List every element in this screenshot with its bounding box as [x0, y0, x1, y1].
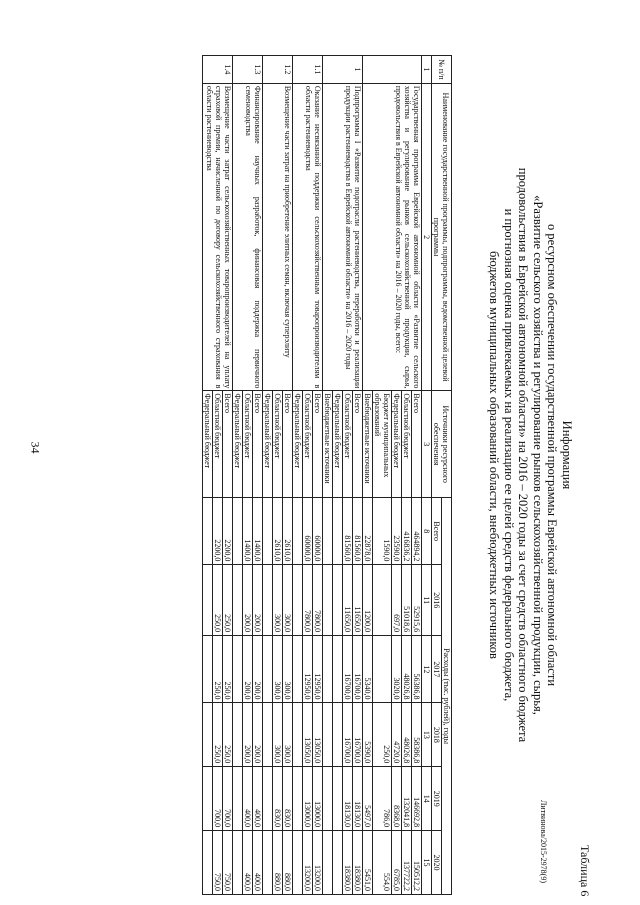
table-row: [283, 56, 293, 895]
amount-year: [263, 831, 273, 895]
amount-year: [373, 636, 392, 703]
amount-year: 750,0: [223, 831, 233, 895]
amount-year: [323, 565, 333, 636]
amount-year: 13000,0: [303, 767, 313, 831]
funding-source: Внебюджетные источники: [323, 391, 333, 498]
amount-year: [233, 831, 243, 895]
column-number: 2: [422, 83, 432, 391]
amount-year: 132041,8: [402, 767, 412, 831]
amount-year: 786,0: [373, 767, 392, 831]
funding-source: Областной бюджет: [303, 391, 313, 498]
header-year: 2017: [432, 636, 442, 703]
funding-source: Областной бюджет: [243, 391, 253, 498]
amount-total: 1590,0: [373, 498, 392, 565]
amount-total: 416836,2: [402, 498, 412, 565]
funding-source: Внебюджетные источники: [363, 391, 373, 498]
heading-line: продовольствия в Еврейской автономной области» на 2016 – 2020 годы за счет средств областного бюджета: [516, 167, 531, 743]
amount-year: 250,0: [223, 565, 233, 636]
column-number: 13: [422, 703, 432, 767]
funding-source: Всего: [223, 391, 233, 498]
funding-source: Федеральный бюджет: [233, 391, 243, 498]
amount-total: 60000,0: [303, 498, 313, 565]
amount-year: 5497,0: [363, 767, 373, 831]
funding-source: Всего: [412, 391, 422, 498]
amount-year: 16700,0: [353, 703, 363, 767]
header-year: 2016: [432, 565, 442, 636]
amount-year: [323, 767, 333, 831]
header-source: Источники ресурсного обеспечения: [432, 391, 452, 498]
amount-year: [293, 703, 303, 767]
amount-year: 137722,2: [402, 831, 412, 895]
amount-year: 880,0: [283, 831, 293, 895]
row-number: 1: [323, 56, 363, 84]
amount-year: [293, 767, 303, 831]
amount-year: 4720,0: [392, 703, 402, 767]
amount-year: 400,0: [243, 831, 253, 895]
amount-year: 200,0: [243, 565, 253, 636]
amount-year: 150512,2: [412, 831, 422, 895]
amount-year: 18380,0: [343, 831, 353, 895]
column-number: 14: [422, 767, 432, 831]
amount-year: [203, 703, 213, 767]
program-name: Финансирование научных разработок, финансовая поддержка первичного семеноводства: [233, 83, 263, 391]
program-name: Возмещение части затрат сельскохозяйственных товаропроизводителей на уплату страховой премии, начисленной по договору сельскохозяйственного страхования в области растениеводства: [203, 83, 233, 391]
amount-year: [323, 831, 333, 895]
amount-year: [373, 565, 392, 636]
amount-total: 23590,0: [392, 498, 402, 565]
funding-source: Федеральный бюджет: [203, 391, 213, 498]
amount-year: [293, 636, 303, 703]
funding-source: Областной бюджет: [213, 391, 223, 498]
funding-source: Областной бюджет: [343, 391, 353, 498]
amount-year: [263, 703, 273, 767]
row-number: 1.4: [203, 56, 233, 84]
amount-total: 2610,0: [273, 498, 283, 565]
amount-year: 16700,0: [343, 703, 353, 767]
header-expenses: Расходы (тыс. рублей), годы: [442, 498, 452, 895]
column-number: 12: [422, 636, 432, 703]
header-year: 2018: [432, 703, 442, 767]
amount-year: 6785,0: [392, 831, 402, 895]
amount-year: 697,0: [392, 565, 402, 636]
amount-year: 554,0: [373, 831, 392, 895]
amount-total: 1400,0: [243, 498, 253, 565]
document-heading: [487, 60, 574, 850]
row-number: 1.3: [233, 56, 263, 84]
funding-source: Всего: [283, 391, 293, 498]
amount-year: 750,0: [213, 831, 223, 895]
amount-year: [293, 831, 303, 895]
amount-year: [323, 703, 333, 767]
amount-total: 464894,2: [412, 498, 422, 565]
amount-year: 52915,6: [412, 565, 422, 636]
amount-year: 250,0: [213, 565, 223, 636]
amount-year: 400,0: [253, 831, 263, 895]
amount-year: 5340,0: [363, 636, 373, 703]
header-total: Всего: [432, 498, 442, 565]
program-name: Оказание несвязанной поддержки сельскохозяйственным товаропроизводителям в области растениеводства: [293, 83, 323, 391]
amount-year: 300,0: [273, 703, 283, 767]
amount-year: 16700,0: [343, 636, 353, 703]
amount-year: 18130,0: [353, 767, 363, 831]
column-number: 1: [422, 56, 432, 84]
amount-year: 13200,0: [313, 831, 323, 895]
table-row: [353, 56, 363, 895]
funding-source: Всего: [313, 391, 323, 498]
amount-year: 58386,8: [412, 703, 422, 767]
amount-year: [233, 565, 243, 636]
amount-year: 880,0: [273, 831, 283, 895]
amount-total: 2200,0: [213, 498, 223, 565]
funding-source: Областной бюджет: [273, 391, 283, 498]
program-name: Государственная программа Еврейской автономной области «Развитие сельского хозяйства и регулирование рынков сельскохозяйственной продукции, сырья, продовольствия в Еврейской автономной области» на 2016 – 2020 годы, всего:: [363, 83, 422, 391]
amount-year: 200,0: [253, 565, 263, 636]
amount-year: 200,0: [243, 703, 253, 767]
amount-year: 13050,0: [313, 703, 323, 767]
amount-year: [333, 703, 343, 767]
amount-year: 1200,0: [363, 565, 373, 636]
amount-year: 200,0: [253, 636, 263, 703]
amount-total: [293, 498, 303, 565]
amount-total: 2610,0: [283, 498, 293, 565]
amount-year: 48026,8: [402, 703, 412, 767]
amount-year: 5451,0: [363, 831, 373, 895]
amount-year: 12950,0: [303, 636, 313, 703]
row-number: [363, 56, 422, 84]
amount-year: 300,0: [283, 565, 293, 636]
amount-year: 13000,0: [313, 767, 323, 831]
heading-line: «Развитие сельского хозяйства и регулирование рынков сельскохозяйственной продукции, сырья,: [531, 195, 545, 715]
amount-year: 11650,0: [343, 565, 353, 636]
amount-year: [333, 831, 343, 895]
amount-year: 7800,0: [313, 565, 323, 636]
heading-line: о ресурсном обеспечении государственной программы Еврейской автономной области: [545, 223, 560, 687]
column-number-row: [422, 56, 432, 895]
amount-year: 250,0: [223, 703, 233, 767]
amount-total: [323, 498, 333, 565]
amount-year: [263, 565, 273, 636]
amount-year: 300,0: [283, 636, 293, 703]
column-number: 15: [422, 831, 432, 895]
table-row: [412, 56, 422, 895]
amount-year: 250,0: [373, 703, 392, 767]
amount-year: 5390,0: [363, 703, 373, 767]
funding-source: Бюджет муниципальных образований: [373, 391, 392, 498]
amount-year: 830,0: [283, 767, 293, 831]
table-body: [203, 56, 422, 895]
amount-total: 2200,0: [223, 498, 233, 565]
funding-source: Федеральный бюджет: [333, 391, 343, 498]
header-num: № п/п: [432, 56, 452, 84]
amount-total: [333, 498, 343, 565]
amount-year: 300,0: [273, 636, 283, 703]
table-row: [253, 56, 263, 895]
amount-year: 3020,0: [392, 636, 402, 703]
header-year: 2019: [432, 767, 442, 831]
page-number: 34: [28, 441, 43, 454]
amount-year: 8368,0: [392, 767, 402, 831]
amount-year: [293, 565, 303, 636]
footer-reference: Литвинова/2015-2978(9): [539, 800, 548, 883]
funding-source: Всего: [253, 391, 263, 498]
amount-total: 1400,0: [253, 498, 263, 565]
table-row: [313, 56, 323, 895]
amount-total: 81560,0: [353, 498, 363, 565]
column-number: 3: [422, 391, 432, 498]
funding-source: Всего: [353, 391, 363, 498]
amount-year: 16700,0: [353, 636, 363, 703]
amount-year: [333, 767, 343, 831]
heading-line: бюджетов муниципальных образований области, внебюджетных источников: [487, 251, 502, 659]
funding-source: Федеральный бюджет: [293, 391, 303, 498]
amount-year: 250,0: [223, 636, 233, 703]
amount-year: 13050,0: [303, 703, 313, 767]
amount-year: [203, 831, 213, 895]
amount-year: 300,0: [273, 565, 283, 636]
amount-year: [233, 636, 243, 703]
header-name: Наименование государственной программы, подпрограммы, ведомственной целевой программы: [432, 83, 452, 391]
amount-year: [203, 636, 213, 703]
amount-total: 60000,0: [313, 498, 323, 565]
funding-source: Областной бюджет: [402, 391, 412, 498]
amount-year: [263, 767, 273, 831]
amount-year: [333, 565, 343, 636]
amount-year: 250,0: [213, 703, 223, 767]
amount-year: [233, 703, 243, 767]
heading-line: и прогнозная оценка привлекаемых на реализацию ее целей средств федерального бюджета,: [502, 208, 516, 702]
amount-year: [263, 636, 273, 703]
amount-year: 400,0: [253, 767, 263, 831]
amount-year: 11650,0: [353, 565, 363, 636]
amount-year: 200,0: [253, 703, 263, 767]
amount-total: [233, 498, 243, 565]
header-row: [442, 56, 452, 895]
amount-year: 18130,0: [343, 767, 353, 831]
column-number: 11: [422, 565, 432, 636]
heading-line: Информация: [560, 420, 574, 490]
amount-total: 22878,0: [363, 498, 373, 565]
amount-year: 13200,0: [303, 831, 313, 895]
amount-year: [333, 636, 343, 703]
amount-total: [203, 498, 213, 565]
amount-year: 12950,0: [313, 636, 323, 703]
amount-year: [323, 636, 333, 703]
amount-year: [203, 565, 213, 636]
row-number: 1.2: [263, 56, 293, 84]
table-label: Таблица 6: [578, 845, 592, 897]
amount-year: 830,0: [273, 767, 283, 831]
amount-year: [203, 767, 213, 831]
header-year: 2020: [432, 831, 442, 895]
amount-year: 56386,8: [412, 636, 422, 703]
amount-total: 81560,0: [343, 498, 353, 565]
amount-year: 200,0: [243, 636, 253, 703]
program-name: Подпрограмма I «Развитие подотрасли растениеводства, переработки и реализации продукции растениеводства в Еврейской автономной области» на 2016 – 2020 годы: [323, 83, 363, 391]
row-number: 1.1: [293, 56, 323, 84]
amount-year: 250,0: [213, 636, 223, 703]
amount-year: 18380,0: [353, 831, 363, 895]
resource-table: [202, 55, 452, 895]
program-name: Возмещение части затрат на приобретение элитных семян, включая суперэлиту: [263, 83, 293, 391]
amount-year: 700,0: [213, 767, 223, 831]
table-row: [223, 56, 233, 895]
amount-year: 300,0: [283, 703, 293, 767]
column-number: 8: [422, 498, 432, 565]
amount-total: [263, 498, 273, 565]
amount-year: 700,0: [223, 767, 233, 831]
funding-source: Федеральный бюджет: [392, 391, 402, 498]
funding-source: Федеральный бюджет: [263, 391, 273, 498]
amount-year: 400,0: [243, 767, 253, 831]
amount-year: 7800,0: [303, 565, 313, 636]
amount-year: 51018,6: [402, 565, 412, 636]
amount-year: 48026,8: [402, 636, 412, 703]
amount-year: 146692,8: [412, 767, 422, 831]
amount-year: [233, 767, 243, 831]
